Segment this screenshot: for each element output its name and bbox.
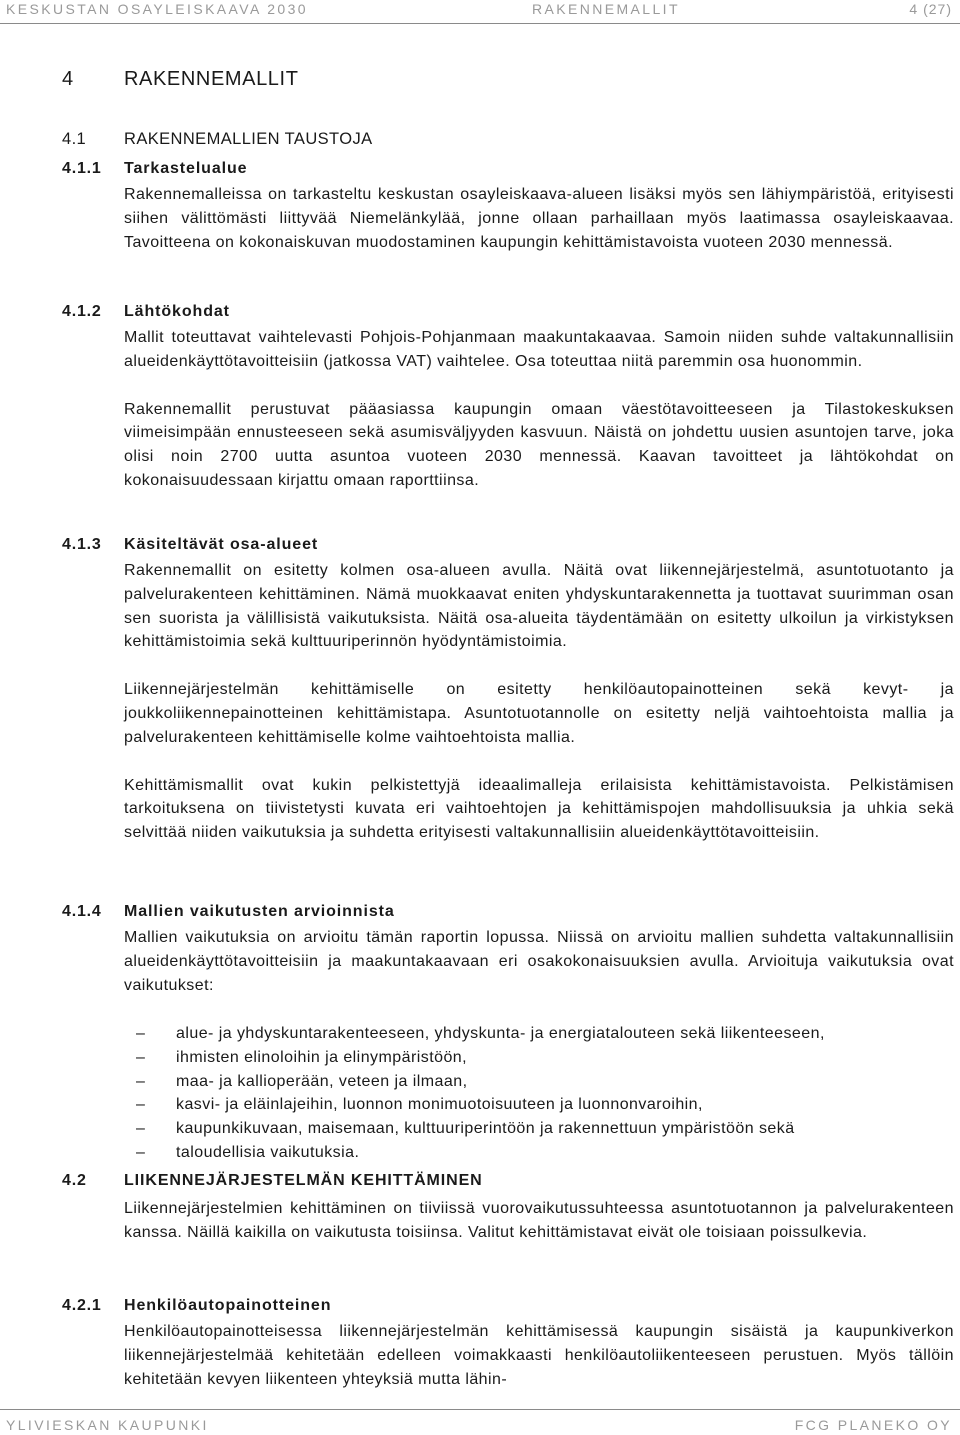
paragraph: Kehittämismallit ovat kukin pelkistettyjä ideaalimalleja erilaisista kehittämistavoista. Pelkistämisen tarkoituksena on tiivistetysti kuvata eri vaihtoehtojen ja kehittämispojen mahdollisuuksia ja uhkia sekä selvittää niiden vaikutuksia ja suhdetta erityisesti valtakunnallisiin alueidenkäyttötavoitteisiin. bbox=[124, 776, 954, 842]
chapter-heading bbox=[62, 68, 299, 91]
list-item: – kaupunkikuvaan, maisemaan, kulttuuriperintöön ja rakennettuun ympäristöön sekä bbox=[124, 1117, 954, 1141]
dash-bullet: – bbox=[136, 1143, 146, 1161]
list-item: – taloudellisia vaikutuksia. bbox=[124, 1141, 954, 1165]
list-item: – alue- ja yhdyskuntarakenteeseen, yhdyskunta- ja energiatalouteen sekä liikenteeseen, bbox=[124, 1022, 954, 1046]
dash-bullet: – bbox=[136, 1072, 146, 1090]
chapter-number: 4 bbox=[62, 68, 74, 90]
section-body-4-1-4 bbox=[124, 926, 954, 997]
section-body-4-1-3 bbox=[124, 559, 954, 845]
list-item: – maa- ja kallioperään, veteen ja ilmaan, bbox=[124, 1070, 954, 1094]
section-title: Henkilöautopainotteinen bbox=[124, 1297, 332, 1314]
header-page-number: 4 (27) bbox=[909, 1, 952, 17]
paragraph: Rakennemallit perustuvat pääasiassa kaupungin omaan väestötavoitteeseen ja Tilastokeskuksen viimeisimpään ennusteeseen sekä asumisväljyyden kasvuun. Näistä on johdettu uusien asuntojen tarve, joka olisi noin 2700 uutta asuntoa vuoteen 2030 mennessä. Kaavan tavoitteet ja lähtökohdat on kokonaisuudessaan kirjattu omaan raporttiinsa. bbox=[124, 400, 954, 489]
header-chapter-title: RAKENNEMALLIT bbox=[532, 1, 680, 17]
section-number: 4.1.3 bbox=[62, 536, 102, 553]
footer-divider bbox=[0, 1409, 960, 1410]
header-document-title: KESKUSTAN OSAYLEISKAAVA 2030 bbox=[6, 1, 308, 17]
dash-bullet: – bbox=[136, 1096, 146, 1114]
paragraph: Liikennejärjestelmän kehittämiselle on esitetty henkilöautopainotteinen sekä kevyt- ja joukkoliikennepainotteinen kehittämistapa. Asuntotuotannolle on esitetty neljä vaihtoehtoista mallia ja palvelurakenteen kehittämiselle kolme vaihtoehtoista mallia. bbox=[124, 681, 954, 746]
section-title: Käsiteltävät osa-alueet bbox=[124, 536, 319, 553]
chapter-title: RAKENNEMALLIT bbox=[124, 68, 299, 90]
list-item: – kasvi- ja eläinlajeihin, luonnon monimuotoisuuteen ja luonnonvaroihin, bbox=[124, 1093, 954, 1117]
paragraph: Rakennemallit on esitetty kolmen osa-alueen avulla. Näitä ovat liikennejärjestelmä, asuntotuotanto ja palvelurakenteen kehittäminen. Nämä muokkaavat eniten yhdyskuntarakennetta ja tuottavat suurimman osan sen suorista ja välillisistä vaikutuksista. Näitä osa-alueita täydentämään on esitetty ulkoilun ja virkistyksen kehittämistoimia sekä kulttuuriperinnön hyödyntämistoimia. bbox=[124, 562, 954, 651]
section-body-4-1-2 bbox=[124, 326, 954, 493]
section-number: 4.1.2 bbox=[62, 303, 102, 320]
section-number: 4.2 bbox=[62, 1172, 87, 1189]
dash-bullet: – bbox=[136, 1025, 146, 1042]
paragraph: Mallit toteuttavat vaihtelevasti Pohjois-Pohjanmaan maakuntakaavaa. Samoin niiden suhde valtakunnallisiin alueidenkäyttötavoitteisiin (jatkossa VAT) vaihtelee. Osa toteuttaa niitä paremmin osa huonommin. bbox=[124, 329, 954, 370]
section-number: 4.1 bbox=[62, 130, 87, 148]
header-divider bbox=[0, 23, 960, 24]
paragraph: Henkilöautopainotteisessa liikennejärjestelmän kehittämisessä kaupungin sisäistä ja kaupunkiverkon liikennejärjestelmää kehitetään edelleen voimakkaasti henkilöautoliikenteeseen perustuen. Myös tällöin kehitetään kevyen liikenteen yhteyksiä mutta lähin- bbox=[124, 1323, 954, 1388]
section-title: Mallien vaikutusten arvioinnista bbox=[124, 903, 395, 920]
dash-bullet: – bbox=[136, 1048, 146, 1066]
footer-consultant: FCG PLANEKO OY bbox=[794, 1417, 952, 1433]
section-heading-4-1 bbox=[62, 130, 373, 149]
paragraph: Mallien vaikutuksia on arvioitu tämän raportin lopussa. Niissä on arvioitu mallien suhdetta valtakunnallisiin alueidenkäyttötavoitteisiin ja maakuntakaavaan eri osakokonaisuuksien avulla. Arvioituja vaikutuksia ovat vaikutukset: bbox=[124, 929, 954, 994]
section-title: Lähtökohdat bbox=[124, 303, 230, 320]
section-body-4-1-1 bbox=[124, 183, 954, 254]
section-body-4-2 bbox=[124, 1197, 954, 1245]
list-item: – ihmisten elinoloihin ja elinympäristöön, bbox=[124, 1046, 954, 1070]
section-number: 4.1.1 bbox=[62, 160, 102, 177]
section-number: 4.1.4 bbox=[62, 903, 102, 920]
dash-bullet: – bbox=[136, 1120, 146, 1138]
section-title: RAKENNEMALLIEN TAUSTOJA bbox=[124, 130, 373, 148]
section-number: 4.2.1 bbox=[62, 1297, 102, 1314]
page-footer bbox=[0, 1409, 960, 1435]
paragraph: Rakennemalleissa on tarkasteltu keskustan osayleiskaava-alueen lisäksi myös sen lähiympäristöä, erityisesti siihen välittömästi liittyvää Niemelänkylää, jonne ollaan parhaillaan myös laatimassa osayleiskaavaa. Tavoitteena on kokonaiskuvan muodostaminen kaupungin kehittämistavoista vuoteen 2030 mennessä. bbox=[124, 186, 954, 251]
paragraph: Liikennejärjestelmien kehittäminen on tiiviissä vuorovaikutussuhteessa asuntotuotannon ja palvelurakenteen kanssa. Näillä kaikilla on vaikutusta toisiinsa. Valitut kehittämistavat eivät ole toisiaan poissulkevia. bbox=[124, 1200, 954, 1241]
impact-list bbox=[124, 1022, 954, 1165]
page-header bbox=[0, 0, 960, 22]
section-body-4-2-1 bbox=[124, 1320, 954, 1391]
footer-organization: YLIVIESKAN KAUPUNKI bbox=[6, 1417, 209, 1433]
section-title: Tarkastelualue bbox=[124, 160, 248, 177]
section-title: LIIKENNEJÄRJESTELMÄN KEHITTÄMINEN bbox=[124, 1172, 483, 1189]
